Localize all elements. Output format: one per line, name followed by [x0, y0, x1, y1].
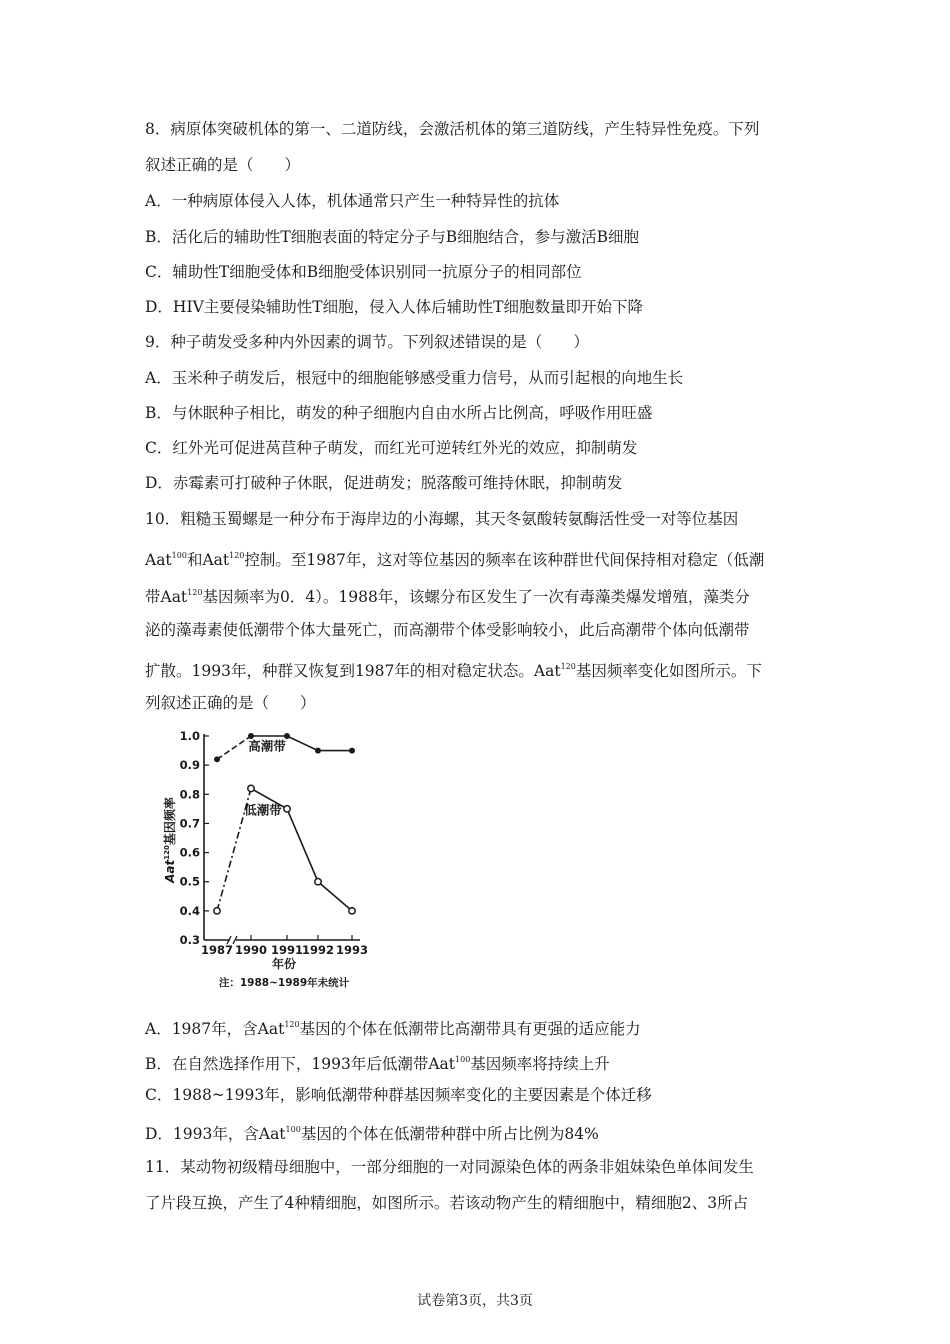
y-tick-label: 0.3 [179, 933, 200, 947]
q11-stem-line1: 11．某动物初级精母细胞中，一部分细胞的一对同源染色体的两条非姐妹染色单体间发生 [145, 1158, 754, 1176]
q9-option-c: C．红外光可促进莴苣种子萌发，而红光可逆转红外光的效应，抑制萌发 [145, 439, 638, 457]
chart-svg [160, 722, 390, 992]
low-tide-point [349, 908, 355, 914]
q8-stem-line2: 叙述正确的是（ ） [145, 156, 301, 174]
y-tick-label: 0.6 [179, 845, 200, 860]
x-tick-label: 1993 [335, 943, 369, 957]
low-tide-point [315, 879, 321, 885]
q10-option-a: A．1987年，含Aat$^{120}$基因的个体在低潮带比高潮带具有更强的适应能力 [145, 1020, 641, 1038]
q10-stem-line1: 10．粗糙玉蜀螺是一种分布于海岸边的小海螺，其天冬氨酸转氨酶活性受一对等位基因 [145, 510, 739, 528]
page-footer: 试卷第3页，共3页 [417, 1293, 533, 1309]
x-tick-label: 1992 [301, 943, 335, 957]
q8-option-c: C．辅助性T细胞受体和B细胞受体识别同一抗原分子的相同部位 [145, 263, 582, 281]
q10-stem-line5: 扩散。1993年，种群又恢复到1987年的相对稳定状态。Aat$^{120}$基因频率变化如图所示。下 [145, 662, 762, 680]
high-tide-label: 高潮带 [248, 738, 286, 754]
q10-stem-line6: 列叙述正确的是（ ） [145, 694, 316, 712]
q10-stem-line2: Aat$^{100}$和Aat$^{120}$控制。至1987年，这对等位基因的频率在该种群世代间保持相对稳定（低潮 [145, 551, 765, 569]
y-axis-label: Aat$^{120}$基因频率 [163, 797, 177, 883]
q10-option-d: D．1993年，含Aat$^{100}$基因的个体在低潮带种群中所占比例为84% [145, 1125, 599, 1143]
q10-option-c: C．1988~1993年，影响低潮带种群基因频率变化的主要因素是个体迁移 [145, 1086, 652, 1104]
chart-note: 注：1988~1989年未统计 [218, 977, 350, 989]
low-tide-point [284, 806, 290, 812]
q10-stem-line3: 带Aat$^{120}$基因频率为0．4）。1988年，该螺分布区发生了一次有毒藻类爆发增殖，藻类分 [145, 588, 750, 606]
q10-option-b: B．在自然选择作用下，1993年后低潮带Aat$^{100}$基因频率将持续上升 [145, 1055, 610, 1073]
y-tick-label: 0.4 [179, 903, 200, 918]
high-tide-point [349, 748, 355, 754]
gene-frequency-chart [160, 722, 390, 992]
low-tide-point [248, 785, 254, 791]
y-tick-label: 0.9 [179, 758, 200, 773]
q9-stem: 9．种子萌发受多种内外因素的调节。下列叙述错误的是（ ） [145, 333, 589, 351]
q8-option-a: A．一种病原体侵入人体，机体通常只产生一种特异性的抗体 [145, 192, 560, 210]
y-tick-label: 1.0 [179, 729, 200, 743]
q9-option-a: A．玉米种子萌发后，根冠中的细胞能够感受重力信号，从而引起根的向地生长 [145, 369, 684, 387]
q8-option-b: B．活化后的辅助性T细胞表面的特定分子与B细胞结合，参与激活B细胞 [145, 228, 640, 246]
x-tick-label: 1990 [234, 943, 268, 957]
x-axis-label: 年份 [271, 957, 297, 971]
x-tick-label: 1991 [270, 943, 304, 957]
low-tide-point [214, 908, 220, 914]
y-tick-label: 0.8 [179, 787, 200, 802]
q9-option-d: D．赤霉素可打破种子休眠，促进萌发；脱落酸可维持休眠，抑制萌发 [145, 474, 623, 492]
low-tide-label: 低潮带 [244, 802, 282, 818]
q8-stem-line1: 8．病原体突破机体的第一、二道防线，会激活机体的第三道防线，产生特异性免疫。下列 [145, 120, 760, 138]
q10-stem-line4: 泌的藻毒素使低潮带个体大量死亡，而高潮带个体受影响较小，此后高潮带个体向低潮带 [145, 621, 750, 639]
x-tick-label: 1987 [200, 943, 234, 957]
q11-stem-line2: 了片段互换，产生了4种精细胞，如图所示。若该动物产生的精细胞中，精细胞2、3所占 [145, 1194, 749, 1212]
y-tick-label: 0.5 [179, 874, 200, 889]
q8-option-d: D．HIV主要侵染辅助性T细胞，侵入人体后辅助性T细胞数量即开始下降 [145, 298, 643, 316]
high-tide-point [315, 748, 321, 754]
y-tick-label: 0.7 [179, 816, 200, 831]
q9-option-b: B．与休眠种子相比，萌发的种子细胞内自由水所占比例高，呼吸作用旺盛 [145, 404, 653, 422]
high-tide-dashed-segment [217, 736, 251, 759]
high-tide-point [214, 756, 220, 762]
